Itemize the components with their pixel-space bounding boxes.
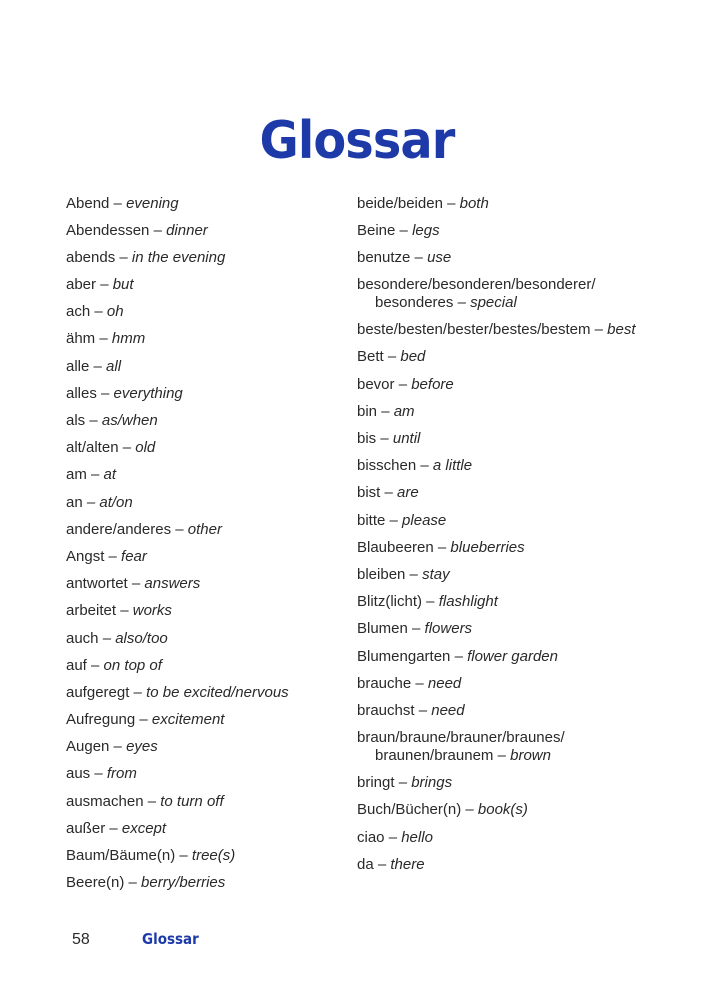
glossary-term: außer bbox=[66, 819, 106, 837]
glossary-term: Bett bbox=[357, 348, 384, 366]
glossary-term: Buch/Bücher(n) bbox=[357, 801, 462, 819]
glossary-translation: use bbox=[427, 248, 452, 266]
glossary-entry: antwortet – answers bbox=[66, 575, 201, 593]
glossary-term: Baum/Bäume(n) bbox=[66, 847, 176, 864]
glossary-entry: außer – except bbox=[66, 819, 167, 837]
glossary-term: Blaubeeren bbox=[357, 538, 434, 556]
glossary-entry: ciao – hello bbox=[357, 828, 433, 846]
glossary-term: bitte bbox=[357, 511, 386, 529]
glossary-entry: Blumengarten – flower garden bbox=[357, 647, 558, 665]
glossary-entry: braun/braune/brauner/braunes/ braunen/braunem – brown bbox=[357, 729, 565, 765]
glossary-translation: works bbox=[132, 602, 172, 620]
glossary-column-right bbox=[357, 192, 657, 881]
glossary-entry: bevor – before bbox=[357, 375, 454, 393]
glossary-term: ähm bbox=[66, 330, 96, 348]
glossary-translation: excitement bbox=[151, 711, 225, 729]
glossary-term: antwortet bbox=[66, 575, 128, 593]
glossary-entry: am – at bbox=[66, 466, 117, 484]
glossary-entry: aus – from bbox=[66, 765, 137, 783]
glossary-translation: flashlight bbox=[438, 593, 498, 611]
glossary-term: Abendessen bbox=[66, 221, 150, 239]
glossary-translation: please bbox=[402, 511, 447, 529]
glossary-term: bis bbox=[357, 430, 377, 447]
glossary-translation: fear bbox=[121, 547, 147, 565]
glossary-term: beste/besten/bester/bestes/bestem bbox=[357, 321, 591, 339]
glossary-entry: besondere/besonderen/besonderer/ besonderes – special bbox=[357, 276, 596, 312]
glossary-term: Abend bbox=[66, 194, 110, 212]
glossary-translation: eyes bbox=[126, 738, 158, 756]
glossary-term: alles bbox=[66, 384, 97, 402]
glossary-term: ach bbox=[66, 303, 91, 321]
glossary-term: aber bbox=[66, 276, 97, 294]
glossary-term: Beine bbox=[357, 221, 396, 239]
glossary-entry: brauchst – need bbox=[357, 701, 465, 719]
glossary-entry: alt/alten – old bbox=[66, 439, 156, 457]
glossary-translation: in the evening bbox=[131, 248, 226, 266]
glossary-term: besondere/besonderen/besonderer/ besonderes bbox=[357, 276, 596, 312]
glossary-translation: also/too bbox=[115, 629, 168, 647]
glossary-translation: stay bbox=[422, 565, 450, 583]
glossary-term: brauchst bbox=[357, 701, 415, 719]
glossary-entry: Blumen – flowers bbox=[357, 620, 473, 638]
glossary-term: als bbox=[66, 412, 86, 429]
glossary-term: bringt bbox=[357, 774, 395, 792]
glossary-term: da bbox=[357, 855, 374, 873]
glossary-entry: bringt – brings bbox=[357, 774, 453, 792]
page-title: Glossar bbox=[259, 110, 455, 171]
glossary-entry: da – there bbox=[357, 855, 425, 873]
glossary-term: ciao bbox=[357, 828, 385, 846]
glossary-term: Augen bbox=[66, 738, 110, 756]
glossary-entry: Blaubeeren – blueberries bbox=[357, 538, 525, 556]
glossary-entry: auf – on top of bbox=[66, 656, 162, 674]
glossary-entry: bisschen – a little bbox=[357, 457, 473, 475]
glossary-translation: old bbox=[135, 439, 156, 457]
glossary-term: Aufregung bbox=[66, 711, 136, 729]
glossary-entry: Aufregung – excitement bbox=[66, 711, 225, 729]
glossary-entry: alles – everything bbox=[66, 384, 183, 402]
glossary-translation: until bbox=[392, 430, 421, 447]
glossary-entry: ähm – hmm bbox=[66, 330, 146, 348]
glossary-translation: blueberries bbox=[450, 538, 525, 556]
glossary-translation: are bbox=[397, 484, 419, 502]
glossary-term: bevor bbox=[357, 375, 395, 393]
glossary-term: brauche bbox=[357, 674, 412, 692]
glossary-entry: auch – also/too bbox=[66, 629, 168, 647]
glossary-entry: Abend – evening bbox=[66, 194, 179, 212]
glossary-translation: hello bbox=[401, 828, 433, 846]
glossary-term: aus bbox=[66, 765, 91, 783]
glossary-term: Beere(n) bbox=[66, 874, 125, 892]
glossary-entry: bitte – please bbox=[357, 511, 447, 529]
glossary-translation: evening bbox=[126, 194, 179, 212]
glossary-term: Blumen bbox=[357, 620, 408, 638]
glossary-term: bin bbox=[357, 402, 378, 420]
glossary-translation: brings bbox=[411, 774, 453, 792]
glossary-entry: aber – but bbox=[66, 276, 134, 294]
glossary-term: auch bbox=[66, 629, 99, 647]
glossary-entry: benutze – use bbox=[357, 248, 452, 266]
glossary-entry: Beine – legs bbox=[357, 221, 440, 239]
glossary-translation: special bbox=[470, 294, 517, 312]
glossary-entry: arbeitet – works bbox=[66, 602, 172, 620]
glossary-translation: need bbox=[427, 674, 462, 692]
glossary-term: bleiben bbox=[357, 565, 406, 583]
glossary-term: an bbox=[66, 493, 83, 511]
glossary-entry: ausmachen – to turn off bbox=[66, 792, 224, 810]
glossary-entry: bin – am bbox=[357, 402, 415, 420]
glossary-entry: Blitz(licht) – flashlight bbox=[357, 593, 498, 611]
glossary-translation: flowers bbox=[424, 620, 473, 638]
glossary-translation: berry/berries bbox=[141, 874, 226, 892]
glossary-term: braun/braune/brauner/braunes/ braunen/braunem bbox=[357, 729, 565, 765]
glossary-translation: need bbox=[431, 701, 465, 719]
glossary-term: auf bbox=[66, 656, 87, 674]
glossary-entry: an – at/on bbox=[66, 493, 133, 511]
glossary-translation: legs bbox=[412, 221, 440, 239]
glossary-term: ausmachen bbox=[66, 792, 144, 810]
glossary-translation: everything bbox=[113, 384, 183, 402]
glossary-translation: before bbox=[411, 375, 454, 393]
glossary-translation: there bbox=[390, 855, 425, 873]
running-footer-title: Glossar bbox=[142, 930, 199, 948]
glossary-entry: Baum/Bäume(n) – tree(s) bbox=[66, 847, 236, 864]
glossary-entry: Beere(n) – berry/berries bbox=[66, 874, 226, 892]
glossary-term: alt/alten bbox=[66, 439, 119, 457]
glossary-translation: from bbox=[106, 765, 137, 783]
glossary-translation: on top of bbox=[103, 656, 162, 674]
glossary-entry: bis – until bbox=[357, 430, 421, 447]
glossary-term: bist bbox=[357, 484, 381, 502]
glossary-translation: all bbox=[106, 357, 122, 375]
glossary-entry: Buch/Bücher(n) – book(s) bbox=[357, 801, 528, 819]
glossary-translation: to be excited/nervous bbox=[146, 683, 289, 701]
glossary-entry: Augen – eyes bbox=[66, 738, 158, 756]
glossary-entry: beste/besten/bester/bestes/bestem – best bbox=[357, 321, 636, 339]
glossary-entry: beide/beiden – both bbox=[357, 194, 489, 212]
glossary-term: arbeitet bbox=[66, 602, 117, 620]
glossary-translation: brown bbox=[510, 747, 551, 765]
glossary-translation: oh bbox=[106, 303, 124, 321]
glossary-term: Blumengarten bbox=[357, 647, 451, 665]
glossary-entry: als – as/when bbox=[66, 412, 158, 429]
glossary-translation: book(s) bbox=[477, 801, 528, 819]
glossary-entry: ach – oh bbox=[66, 303, 124, 321]
glossary-translation: am bbox=[393, 402, 415, 420]
glossary-entry: alle – all bbox=[66, 357, 122, 375]
page-footer bbox=[72, 930, 205, 952]
glossary-translation: at/on bbox=[99, 493, 133, 511]
glossary-translation: dinner bbox=[166, 221, 208, 239]
glossary-translation: hmm bbox=[111, 330, 146, 348]
glossary-translation: a little bbox=[432, 457, 473, 475]
glossary-entry: Angst – fear bbox=[66, 547, 147, 565]
glossary-entry: abends – in the evening bbox=[66, 248, 226, 266]
glossary-term: benutze bbox=[357, 248, 411, 266]
glossary-term: beide/beiden bbox=[357, 194, 443, 212]
glossary-translation: best bbox=[607, 321, 636, 339]
glossary-translation: both bbox=[459, 194, 489, 212]
glossary-entry: Bett – bed bbox=[357, 348, 426, 366]
glossary-entry: brauche – need bbox=[357, 674, 462, 692]
glossary-translation: tree(s) bbox=[191, 847, 236, 864]
glossary-translation: bed bbox=[400, 348, 426, 366]
glossary-entry: bleiben – stay bbox=[357, 565, 450, 583]
glossary-term: alle bbox=[66, 357, 90, 375]
glossary-column-left bbox=[66, 192, 336, 899]
glossary-translation: other bbox=[187, 520, 222, 538]
glossary-translation: flower garden bbox=[467, 647, 558, 665]
glossary-term: aufgeregt bbox=[66, 683, 130, 701]
page-number: 58 bbox=[72, 931, 90, 948]
glossary-term: Angst bbox=[66, 547, 105, 565]
glossary-translation: at bbox=[103, 466, 117, 484]
glossary-translation: but bbox=[112, 276, 134, 294]
glossary-term: abends bbox=[66, 248, 116, 266]
glossary-term: andere/anderes bbox=[66, 520, 172, 538]
glossary-entry: bist – are bbox=[357, 484, 419, 502]
glossary-entry: aufgeregt – to be excited/nervous bbox=[66, 683, 289, 701]
glossary-entry: Abendessen – dinner bbox=[66, 221, 208, 239]
glossary-entry: andere/anderes – other bbox=[66, 520, 222, 538]
glossary-translation: to turn off bbox=[160, 792, 224, 810]
glossary-translation: answers bbox=[144, 575, 201, 593]
glossary-term: am bbox=[66, 466, 87, 484]
glossary-term: Blitz(licht) bbox=[357, 593, 423, 611]
glossary-translation: except bbox=[121, 819, 167, 837]
glossary-term: bisschen bbox=[357, 457, 417, 475]
glossary-translation: as/when bbox=[101, 412, 158, 429]
